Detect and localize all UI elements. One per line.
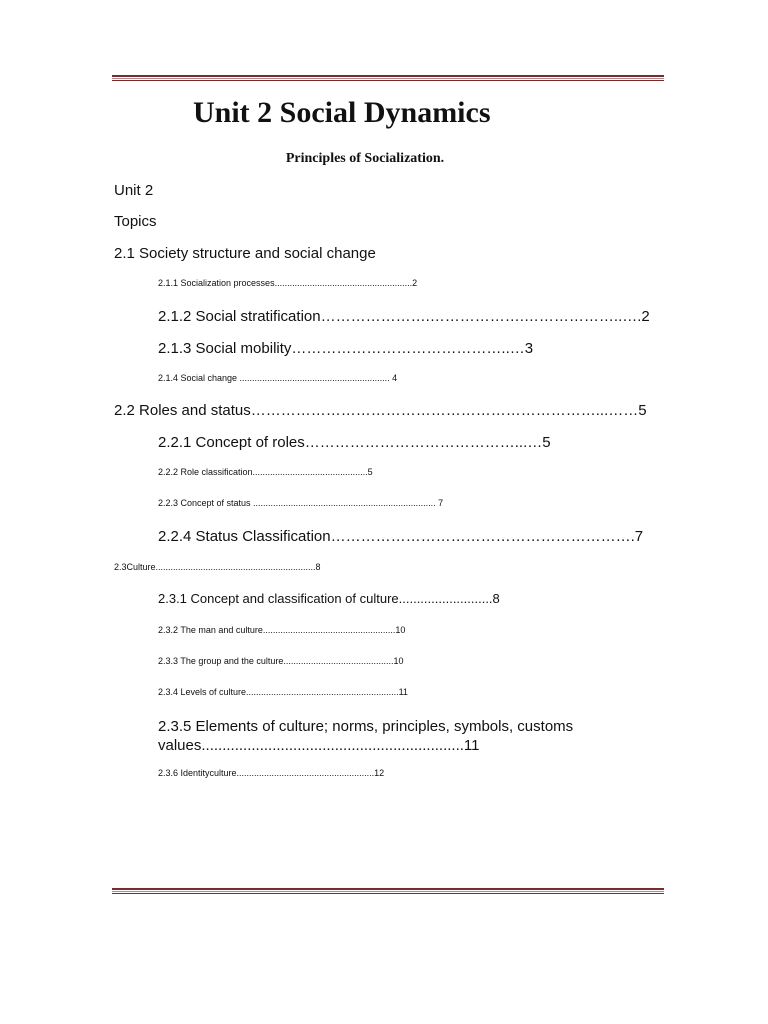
unit-label: Unit 2 bbox=[114, 182, 154, 199]
toc-entry: 2.3.4 Levels of culture.............................................................11 bbox=[158, 687, 408, 697]
toc-entry: 2.1.4 Social change ............................................................ 4 bbox=[158, 373, 398, 383]
toc-entry: 2.3.5 Elements of culture; norms, principles, symbols, customs values...............................................................11 bbox=[158, 718, 574, 754]
top-border-rule bbox=[112, 75, 664, 81]
toc-entry: 2.1 Society structure and social change bbox=[114, 245, 376, 262]
toc-entry: 2.2.2 Role classification..............................................5 bbox=[158, 467, 373, 477]
topics-label: Topics bbox=[114, 213, 157, 230]
toc-entry: 2.3Culture................................................................8 bbox=[114, 562, 321, 572]
toc-entry: 2.1.2 Social stratification………………….……………….………………..….2 bbox=[158, 308, 650, 325]
toc-entry: 2.3.6 Identityculture.......................................................12 bbox=[158, 768, 385, 778]
toc-entry: 2.2 Roles and status……………………………………………………………...……5 bbox=[114, 402, 647, 419]
toc-entry: 2.3.2 The man and culture.....................................................10 bbox=[158, 625, 406, 635]
toc-entry: 2.1.1 Socialization processes.......................................................2 bbox=[158, 278, 418, 288]
document-title: Unit 2 Social Dynamics bbox=[193, 96, 491, 129]
toc-entry: 2.2.4 Status Classification…………………………………………………….7 bbox=[158, 528, 644, 545]
toc-entry: 2.1.3 Social mobility……………………………………..…3 bbox=[158, 340, 534, 357]
toc-entry: 2.3.1 Concept and classification of culture..........................8 bbox=[158, 591, 500, 606]
toc-entry: 2.2.1 Concept of roles……………………………………...…5 bbox=[158, 434, 551, 451]
toc-entry: 2.2.3 Concept of status ......................................................................... 7 bbox=[158, 498, 444, 508]
bottom-border-rule bbox=[112, 888, 664, 894]
document-subtitle: Principles of Socialization. bbox=[285, 151, 445, 166]
toc-entry: 2.3.3 The group and the culture............................................10 bbox=[158, 656, 404, 666]
